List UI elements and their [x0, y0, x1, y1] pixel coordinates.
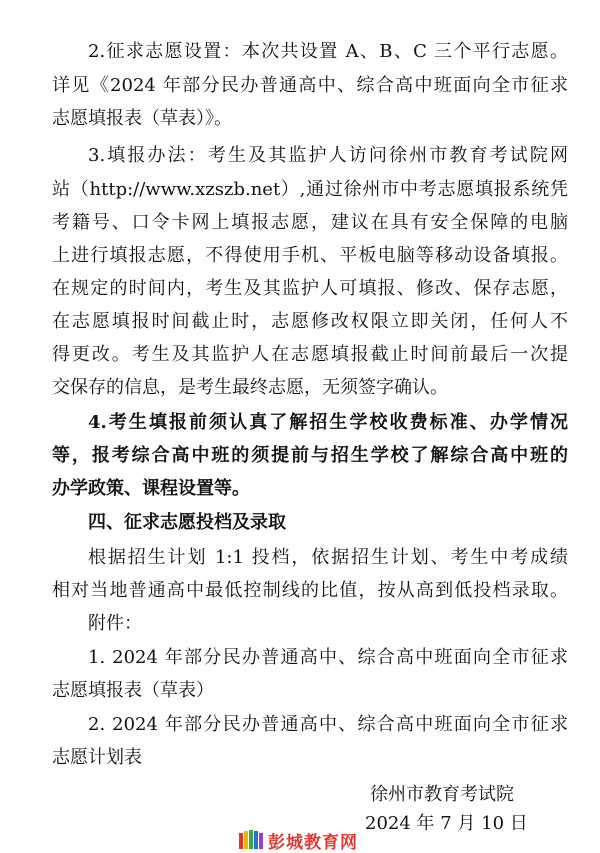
p3-line-5: 在规定的时间内，考生及其监护人可填报、修改、保存志愿，: [52, 278, 568, 299]
attachments-label: 附件：: [88, 613, 142, 634]
signature-org: 徐州市教育考试院: [370, 784, 514, 805]
book-logo-icon: [238, 829, 264, 851]
p3-line-3: 考籍号、口令卡网上填报志愿，建议在具有安全保障的电脑: [52, 212, 568, 233]
p3-line-8: 交保存的信息，是考生最终志愿，无须签字确认。: [52, 377, 448, 398]
attachment-1-line-2: 志愿填报表（草表）: [52, 680, 214, 701]
attachment-1-line-1: 1. 2024 年部分民办普通高中、综合高中班面向全市征求: [88, 647, 568, 668]
p3-line-2: 站（http://www.xzszb.net）,通过徐州市中考志愿填报系统凭: [52, 179, 568, 200]
signature-date: 2024 年 7 月 10 日: [365, 813, 528, 834]
attachment-2-line-1: 2. 2024 年部分民办普通高中、综合高中班面向全市征求: [88, 714, 568, 735]
p2-line-2: 详见《2024 年部分民办普通高中、综合高中班面向全市征求: [52, 75, 568, 96]
p3-line-4: 上进行填报志愿，不得使用手机、平板电脑等移动设备填报。: [52, 245, 568, 266]
p4-line-2: 等，报考综合高中班的须提前与招生学校了解综合高中班的: [52, 445, 568, 466]
watermark-text: 彭城教育网: [268, 832, 358, 853]
p2-line-1: 2.征求志愿设置：本次共设置 A、B、C 三个平行志愿。: [88, 41, 568, 62]
p4-line-3: 办学政策、课程设置等。: [52, 478, 250, 499]
p5-line-1: 根据招生计划 1:1 投档，依据招生计划、考生中考成绩: [88, 547, 568, 568]
p5-line-2: 相对当地普通高中最低控制线的比值，按从高到低投档录取。: [52, 580, 568, 601]
p3-line-6: 在志愿填报时间截止时，志愿修改权限立即关闭，任何人不: [52, 311, 568, 332]
p3-line-7: 得更改。考生及其监护人在志愿填报截止时间前最后一次提: [52, 344, 568, 365]
attachment-2-line-2: 志愿计划表: [52, 747, 142, 768]
p2-line-3: 志愿填报表（草表）》。: [52, 108, 232, 129]
p3-line-1: 3.填报办法：考生及其监护人访问徐州市教育考试院网: [88, 145, 568, 166]
section-heading-4: 四、征求志愿投档及录取: [88, 512, 286, 533]
p4-line-1: 4.考生填报前须认真了解招生学校收费标准、办学情况: [88, 412, 568, 433]
watermark-logo: [238, 828, 358, 852]
